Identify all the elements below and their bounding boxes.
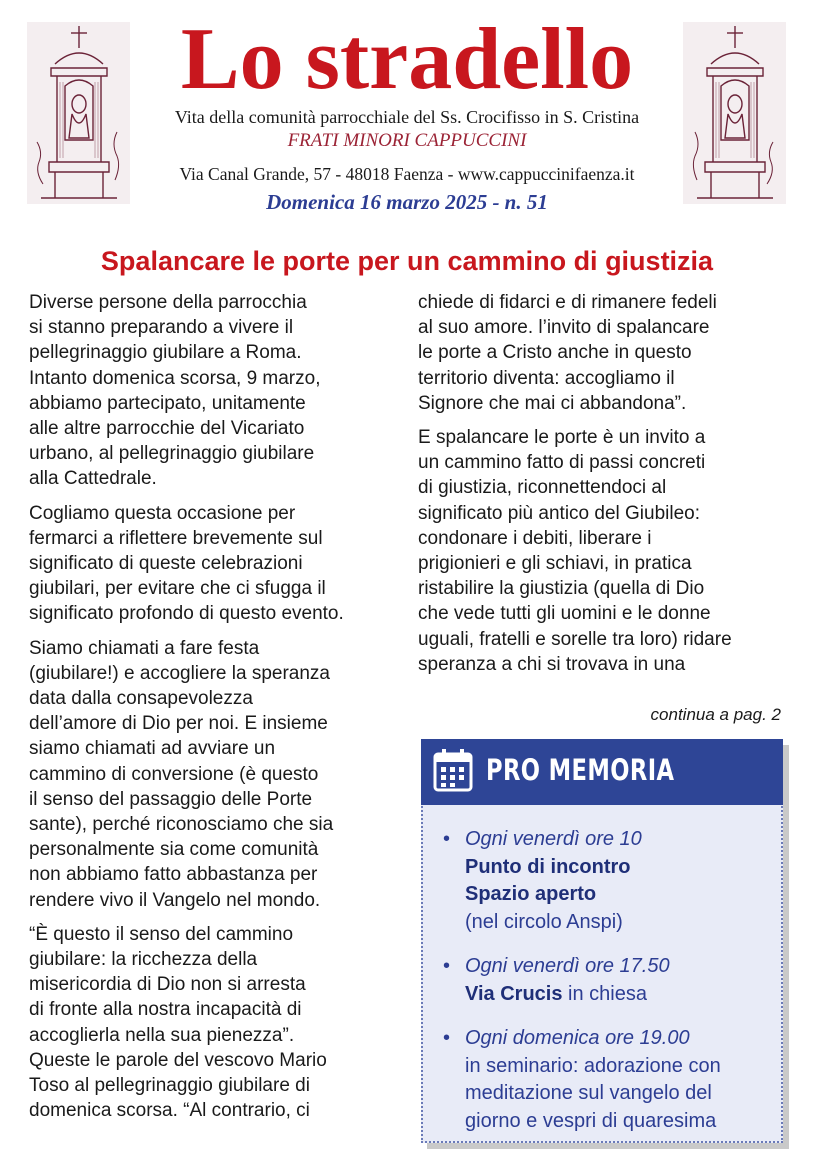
- article-line: domenica scorsa. “Al contrario, ci: [29, 1100, 310, 1122]
- promemoria-list: [443, 826, 721, 1152]
- article-line: di giustizia, riconnettendoci al: [418, 477, 667, 499]
- address-line: Via Canal Grande, 57 - 48018 Faenza - www.cappuccinifaenza.it: [179, 164, 635, 184]
- bullet-icon: •: [443, 1027, 451, 1049]
- article-line: rendere vivo il Vangelo nel mondo.: [29, 889, 321, 911]
- article-line: E spalancare le porte è un invito a: [418, 427, 706, 449]
- article-line: Cogliamo questa occasione per: [29, 502, 296, 524]
- event-title: Via Crucis: [465, 982, 563, 1005]
- article-line: prigionieri e gli schiavi, in pratica: [418, 553, 692, 575]
- article-line: Queste le parole del vescovo Mario: [29, 1049, 327, 1071]
- article-line: data dalla consapevolezza: [29, 688, 253, 710]
- issue-date: Domenica 16 marzo 2025 - n. 51: [266, 190, 548, 214]
- promemoria-box: [421, 739, 783, 1143]
- promemoria-header: [421, 739, 783, 805]
- article-line: di fronte alla nostra incapacità di: [29, 999, 302, 1021]
- article-line: Signore che mai ci abbandona”.: [418, 392, 687, 414]
- article-line: Diverse persone della parrocchia: [29, 292, 307, 313]
- shrine-illustration-left: [27, 22, 130, 204]
- article-line: fermarci a riflettere brevemente sul: [29, 527, 323, 549]
- article-line: che vede tutti gli uomini e le donne: [418, 603, 711, 625]
- article-column-right: [418, 290, 788, 686]
- article-line: chiede di fidarci e di rimanere fedeli: [418, 292, 717, 313]
- article-line: si stanno preparando a vivere il: [29, 317, 294, 339]
- article-line: condonare i debiti, liberare i: [418, 527, 652, 549]
- article-line: sante), perché riconosciamo che sia: [29, 814, 334, 836]
- event-when: Ogni venerdì ore 17.50: [465, 955, 670, 977]
- event-note: in seminario: adorazione con: [465, 1054, 721, 1077]
- bullet-icon: •: [443, 955, 451, 977]
- newsletter-title: Lo stradello: [180, 11, 634, 108]
- article-line: personalmente sia come comunità: [29, 839, 319, 861]
- masthead: [130, 11, 684, 215]
- article-line: non abbiamo fatto abbastanza per: [29, 864, 318, 886]
- article-paragraph: [29, 636, 399, 913]
- calendar-icon: [433, 748, 473, 792]
- article-line: cammino di conversione (è questo: [29, 763, 319, 785]
- article-line: urbano, al pellegrinaggio giubilare: [29, 443, 315, 465]
- article-line: le porte a Cristo anche in questo: [418, 342, 692, 364]
- article-line: accoglierla nella sua pienezza”.: [29, 1024, 295, 1046]
- article-line: al suo amore. l’invito di spalancare: [418, 317, 710, 339]
- article-line: giubilari, per evitare che ci sfugga il: [29, 578, 326, 600]
- event-when: Ogni domenica ore 19.00: [465, 1027, 690, 1049]
- article-column-left: [29, 290, 399, 1133]
- article-line: significato profondo di questo evento.: [29, 603, 344, 625]
- article-line: Intanto domenica scorsa, 9 marzo,: [29, 367, 321, 389]
- event-title: Spazio aperto: [465, 883, 597, 905]
- bullet-icon: •: [443, 828, 451, 850]
- religious-order: FRATI MINORI CAPPUCCINI: [287, 130, 527, 151]
- article-line: siamo chiamati ad avviare un: [29, 738, 276, 760]
- article-paragraph: [29, 290, 399, 492]
- article-line: pellegrinaggio giubilare a Roma.: [29, 342, 302, 364]
- promemoria-title: PRO MEMORIA: [486, 753, 675, 787]
- article-headline: Spalancare le porte per un cammino di giustizia: [100, 246, 714, 276]
- article-paragraph: [29, 501, 399, 627]
- article-paragraph: [418, 425, 788, 677]
- event-note: meditazione sul vangelo del: [465, 1082, 712, 1104]
- continued-note: continua a pag. 2: [650, 705, 781, 724]
- article-line: Toso al pellegrinaggio giubilare di: [29, 1075, 310, 1097]
- event-when: Ogni venerdì ore 10: [465, 828, 642, 850]
- event-note: (nel circolo Anspi): [465, 910, 623, 933]
- article-paragraph: [29, 922, 399, 1124]
- event-note: giorno e vespri di quaresima: [465, 1109, 717, 1132]
- article-line: dell’amore di Dio per noi. E insieme: [29, 713, 328, 735]
- article-paragraph: [418, 290, 788, 416]
- article-line: speranza a chi si trovava in una: [418, 653, 686, 675]
- article-line: territorio diventa: accogliamo il: [418, 367, 675, 389]
- event-title: Punto di incontro: [465, 855, 631, 878]
- article-line: uguali, fratelli e sorelle tra loro) ridare: [418, 628, 732, 650]
- article-line: alle altre parrocchie del Vicariato: [29, 418, 305, 440]
- article-line: alla Cattedrale.: [29, 468, 157, 490]
- article-line: Siamo chiamati a fare festa: [29, 637, 260, 659]
- newsletter-subtitle: Vita della comunità parrocchiale del Ss. Crocifisso in S. Cristina: [174, 107, 640, 127]
- article-line: significato più antico del Giubileo:: [418, 502, 701, 524]
- shrine-illustration-right: [683, 22, 786, 204]
- article-line: un cammino fatto di passi concreti: [418, 452, 706, 474]
- article-line: il senso del passaggio delle Porte: [29, 788, 313, 810]
- article-line: significato di queste celebrazioni: [29, 553, 303, 575]
- article-line: “È questo il senso del cammino: [29, 923, 294, 945]
- article-line: (giubilare!) e accogliere la speranza: [29, 662, 330, 684]
- list-item: [443, 826, 721, 936]
- list-item: [443, 953, 721, 1008]
- article-line: ristabilire la giustizia (quella di Dio: [418, 578, 705, 600]
- article-line: giubilare: la ricchezza della: [29, 949, 258, 971]
- event-note: in chiesa: [562, 982, 647, 1005]
- list-item: [443, 1025, 721, 1135]
- article-line: misericordia di Dio non si arresta: [29, 974, 306, 996]
- article-line: abbiamo partecipato, unitamente: [29, 392, 306, 414]
